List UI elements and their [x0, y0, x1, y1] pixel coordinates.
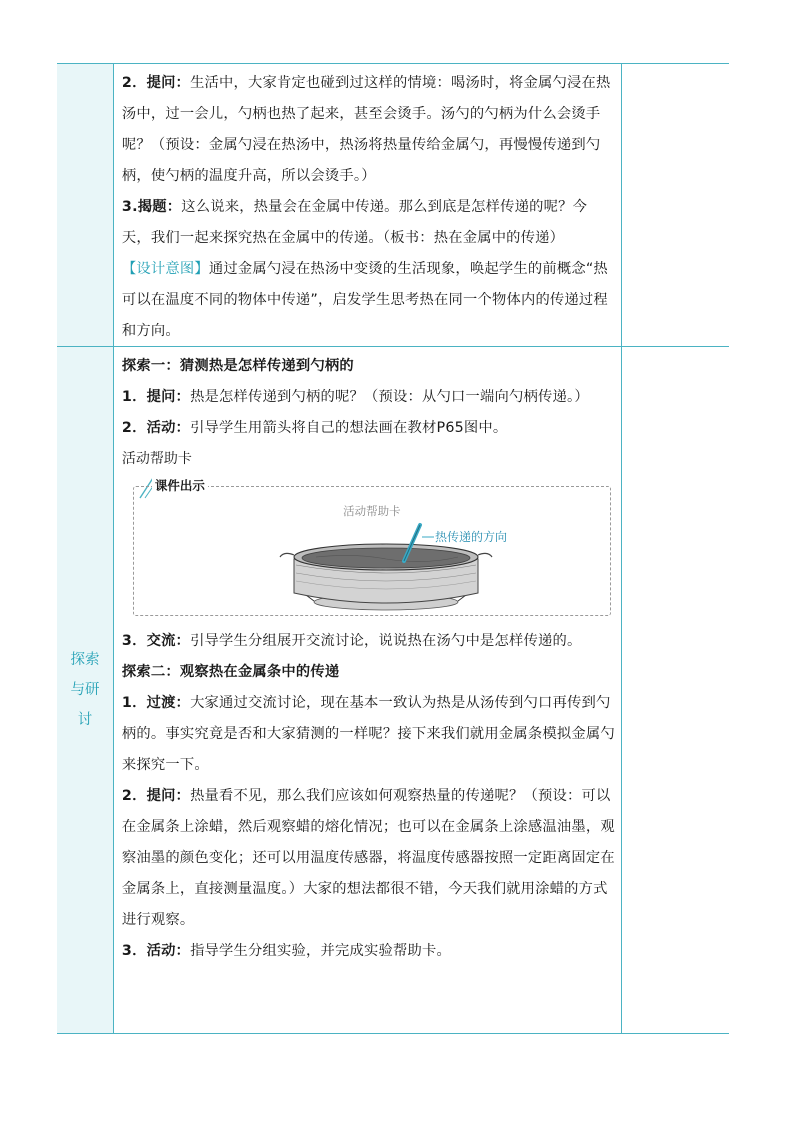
paragraph-design-intent	[122, 254, 615, 347]
paragraph-r2	[122, 781, 615, 936]
step-text: 生活中，大家肯定也碰到过这样的情境：喝汤时，将金属勺浸在热汤中，过一会儿，勺柄也热了起来，甚至会烫手。汤勺的勺柄为什么会烫手呢？（预设：金属勺浸在热汤中，热汤将热量传给金属勺，再慢慢传递到勺柄，使勺柄的温度升高，所以会烫手。）	[121, 75, 611, 184]
paragraph-question	[122, 68, 615, 192]
paragraph-q2	[122, 413, 615, 444]
explore-one-title: 探索一：猜测热是怎样传递到勺柄的	[121, 358, 354, 374]
soup-pot-illustration	[286, 523, 507, 611]
step-text: 热量看不见，那么我们应该如何观察热量的传递呢？（预设：可以在金属条上涂蜡，然后观察蜡的熔化情况；也可以在金属条上涂感温油墨，观察油墨的颜色变化；还可以用温度传感器，将温度传感器按照一定距离固定在金属条上，直接测量温度。）大家的想法都很不错，今天我们就用涂蜡的方式进行观察。	[121, 788, 615, 928]
heat-direction-annotation: 热传递的方向	[434, 530, 507, 544]
notes-cell	[622, 64, 729, 346]
stage-cell-empty	[57, 64, 114, 346]
paragraph-q3	[122, 626, 615, 657]
section-label-line: 探索	[70, 652, 100, 668]
slide-caption: 活动帮助卡	[343, 504, 401, 518]
paragraph-r3	[122, 936, 615, 967]
table-row-explore	[57, 347, 729, 1034]
step-label: 2．活动：	[121, 420, 191, 436]
section-label-line: 讨	[77, 712, 93, 728]
step-label: 1．过渡：	[121, 695, 191, 711]
step-label: 2．提问：	[121, 75, 191, 91]
design-intent-tag: 【设计意图】	[121, 261, 209, 277]
table-row-intro	[57, 64, 729, 347]
courseware-slide	[122, 476, 615, 626]
content-cell-intro	[114, 64, 622, 346]
step-label: 3．活动：	[121, 943, 191, 959]
step-text: 大家通过交流讨论，现在基本一致认为热是从汤传到勺口再传到勺柄的。事实究竟是否和大家猜测的一样呢？接下来我们就用金属条模拟金属勺来探究一下。	[121, 695, 615, 773]
paragraph-r1	[122, 688, 615, 781]
notes-cell	[622, 347, 729, 1033]
step-text: 指导学生分组实验，并完成实验帮助卡。	[190, 943, 452, 959]
step-label: 1．提问：	[121, 389, 191, 405]
step-text: 引导学生分组展开交流讨论，说说热在汤勺中是怎样传递的。	[190, 633, 582, 649]
step-label: 2．提问：	[121, 788, 191, 804]
lesson-table	[57, 63, 729, 1034]
paragraph-reveal	[122, 192, 615, 254]
content-cell-explore	[114, 347, 622, 1033]
step-text: 这么说来，热量会在金属中传递。那么到底是怎样传递的呢？今天，我们一起来探究热在金属中的传递。（板书：热在金属中的传递）	[121, 199, 588, 246]
paragraph-q1	[122, 382, 615, 413]
step-text: 引导学生用箭头将自己的想法画在教材P65图中。	[190, 420, 508, 436]
step-text: 热是怎样传递到勺柄的呢？（预设：从勺口一端向勺柄传递。）	[190, 389, 589, 405]
slide-frame	[133, 486, 611, 616]
slide-tag: 课件出示	[152, 476, 208, 494]
explore-two-title: 探索二：观察热在金属条中的传递	[121, 664, 340, 680]
step-text: 通过金属勺浸在热汤中变烫的生活现象，唤起学生的前概念“热可以在温度不同的物体中传递”，启发学生思考热在同一个物体内的传递过程和方向。	[121, 261, 608, 339]
section-label	[57, 645, 113, 735]
activity-card-title: 活动帮助卡	[121, 451, 192, 467]
section-label-line: 与研	[70, 682, 100, 698]
step-label: 3．交流：	[121, 633, 191, 649]
stage-cell-explore	[57, 347, 114, 1033]
step-label: 3.揭题：	[121, 199, 182, 215]
